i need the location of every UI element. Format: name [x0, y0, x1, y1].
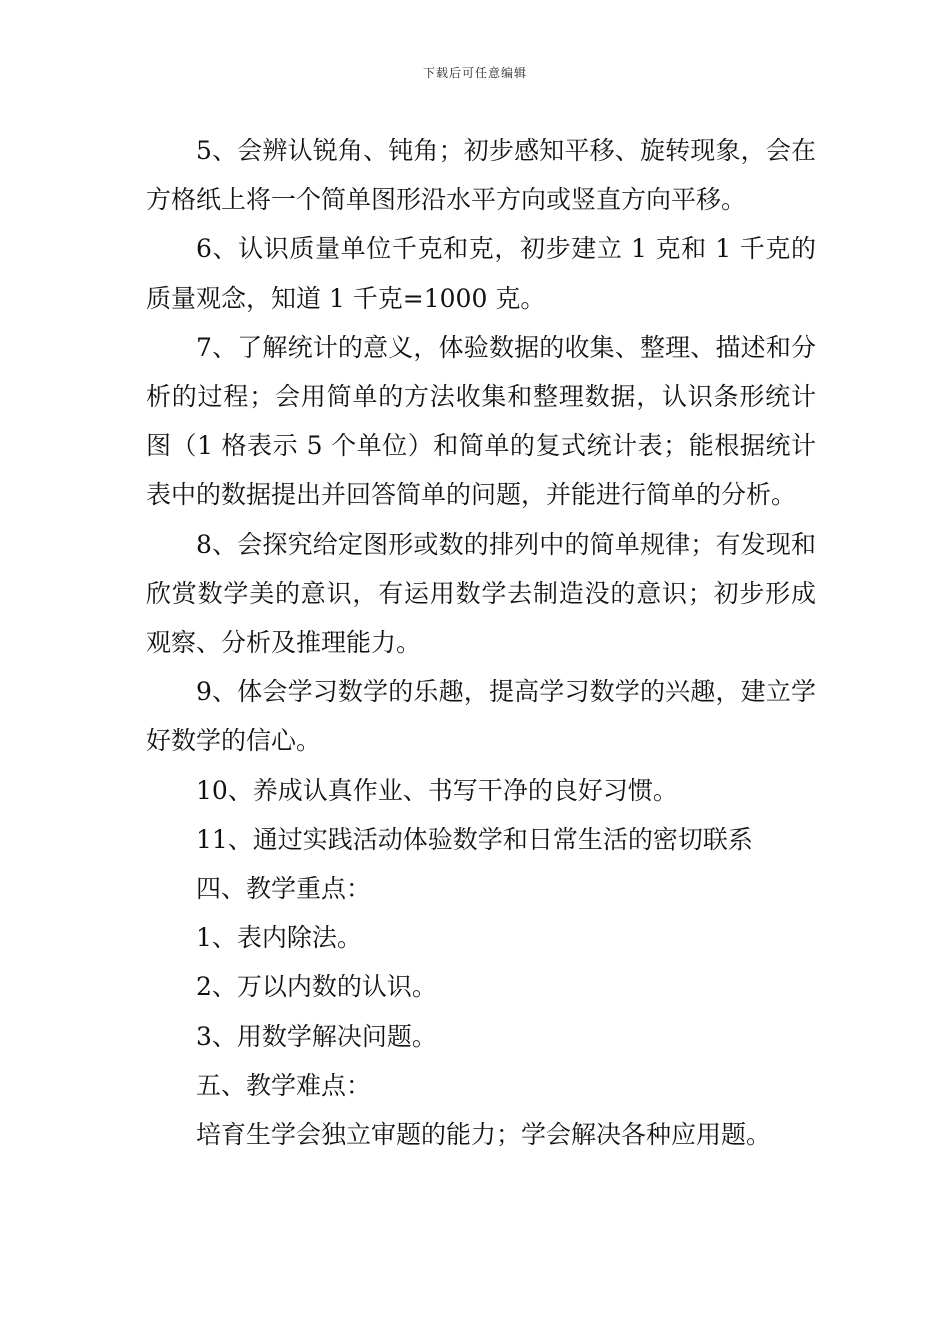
- key-point-2: 2、万以内数的认识。: [196, 972, 437, 1002]
- paragraph-objective-7: 7、了解统计的意义，体验数据的收集、整理、描述和分析的过程；会用简单的方法收集和整理数据，认识条形统计图（1 格表示 5 个单位）和简单的复式统计表；能根据统计表中的数据提出并回答简单的问题，并能进行简单的分析。: [146, 332, 816, 510]
- paragraph-objective-8: 8、会探究给定图形或数的排列中的简单规律；有发现和欣赏数学美的意识，有运用数学去制造没的意识；初步形成观察、分析及推理能力。: [146, 529, 816, 658]
- paragraph-objective-9: 9、体会学习数学的乐趣，提高学习数学的兴趣，建立学好数学的信心。: [146, 677, 816, 756]
- section-heading-key-points: 四、教学重点：: [196, 874, 372, 904]
- paragraph-objective-10: 10、养成认真作业、书写干净的良好习惯。: [196, 775, 678, 805]
- document-body: [146, 126, 816, 1159]
- page-header: 下载后可任意编辑: [422, 66, 527, 80]
- paragraph-objective-5: 5、会辨认锐角、钝角；初步感知平移、旋转现象，会在方格纸上将一个简单图形沿水平方向或竖直方向平移。: [146, 136, 816, 215]
- difficulty-text: 培育生学会独立审题的能力；学会解决各种应用题。: [196, 1120, 772, 1150]
- paragraph-objective-11: 11、通过实践活动体验数学和日常生活的密切联系: [196, 824, 753, 854]
- section-heading-difficulties: 五、教学难点：: [196, 1070, 372, 1100]
- paragraph-objective-6: 6、认识质量单位千克和克，初步建立 1 克和 1 千克的质量观念，知道 1 千克=1000 克。: [146, 234, 816, 313]
- key-point-1: 1、表内除法。: [196, 923, 362, 953]
- key-point-3: 3、用数学解决问题。: [196, 1021, 437, 1051]
